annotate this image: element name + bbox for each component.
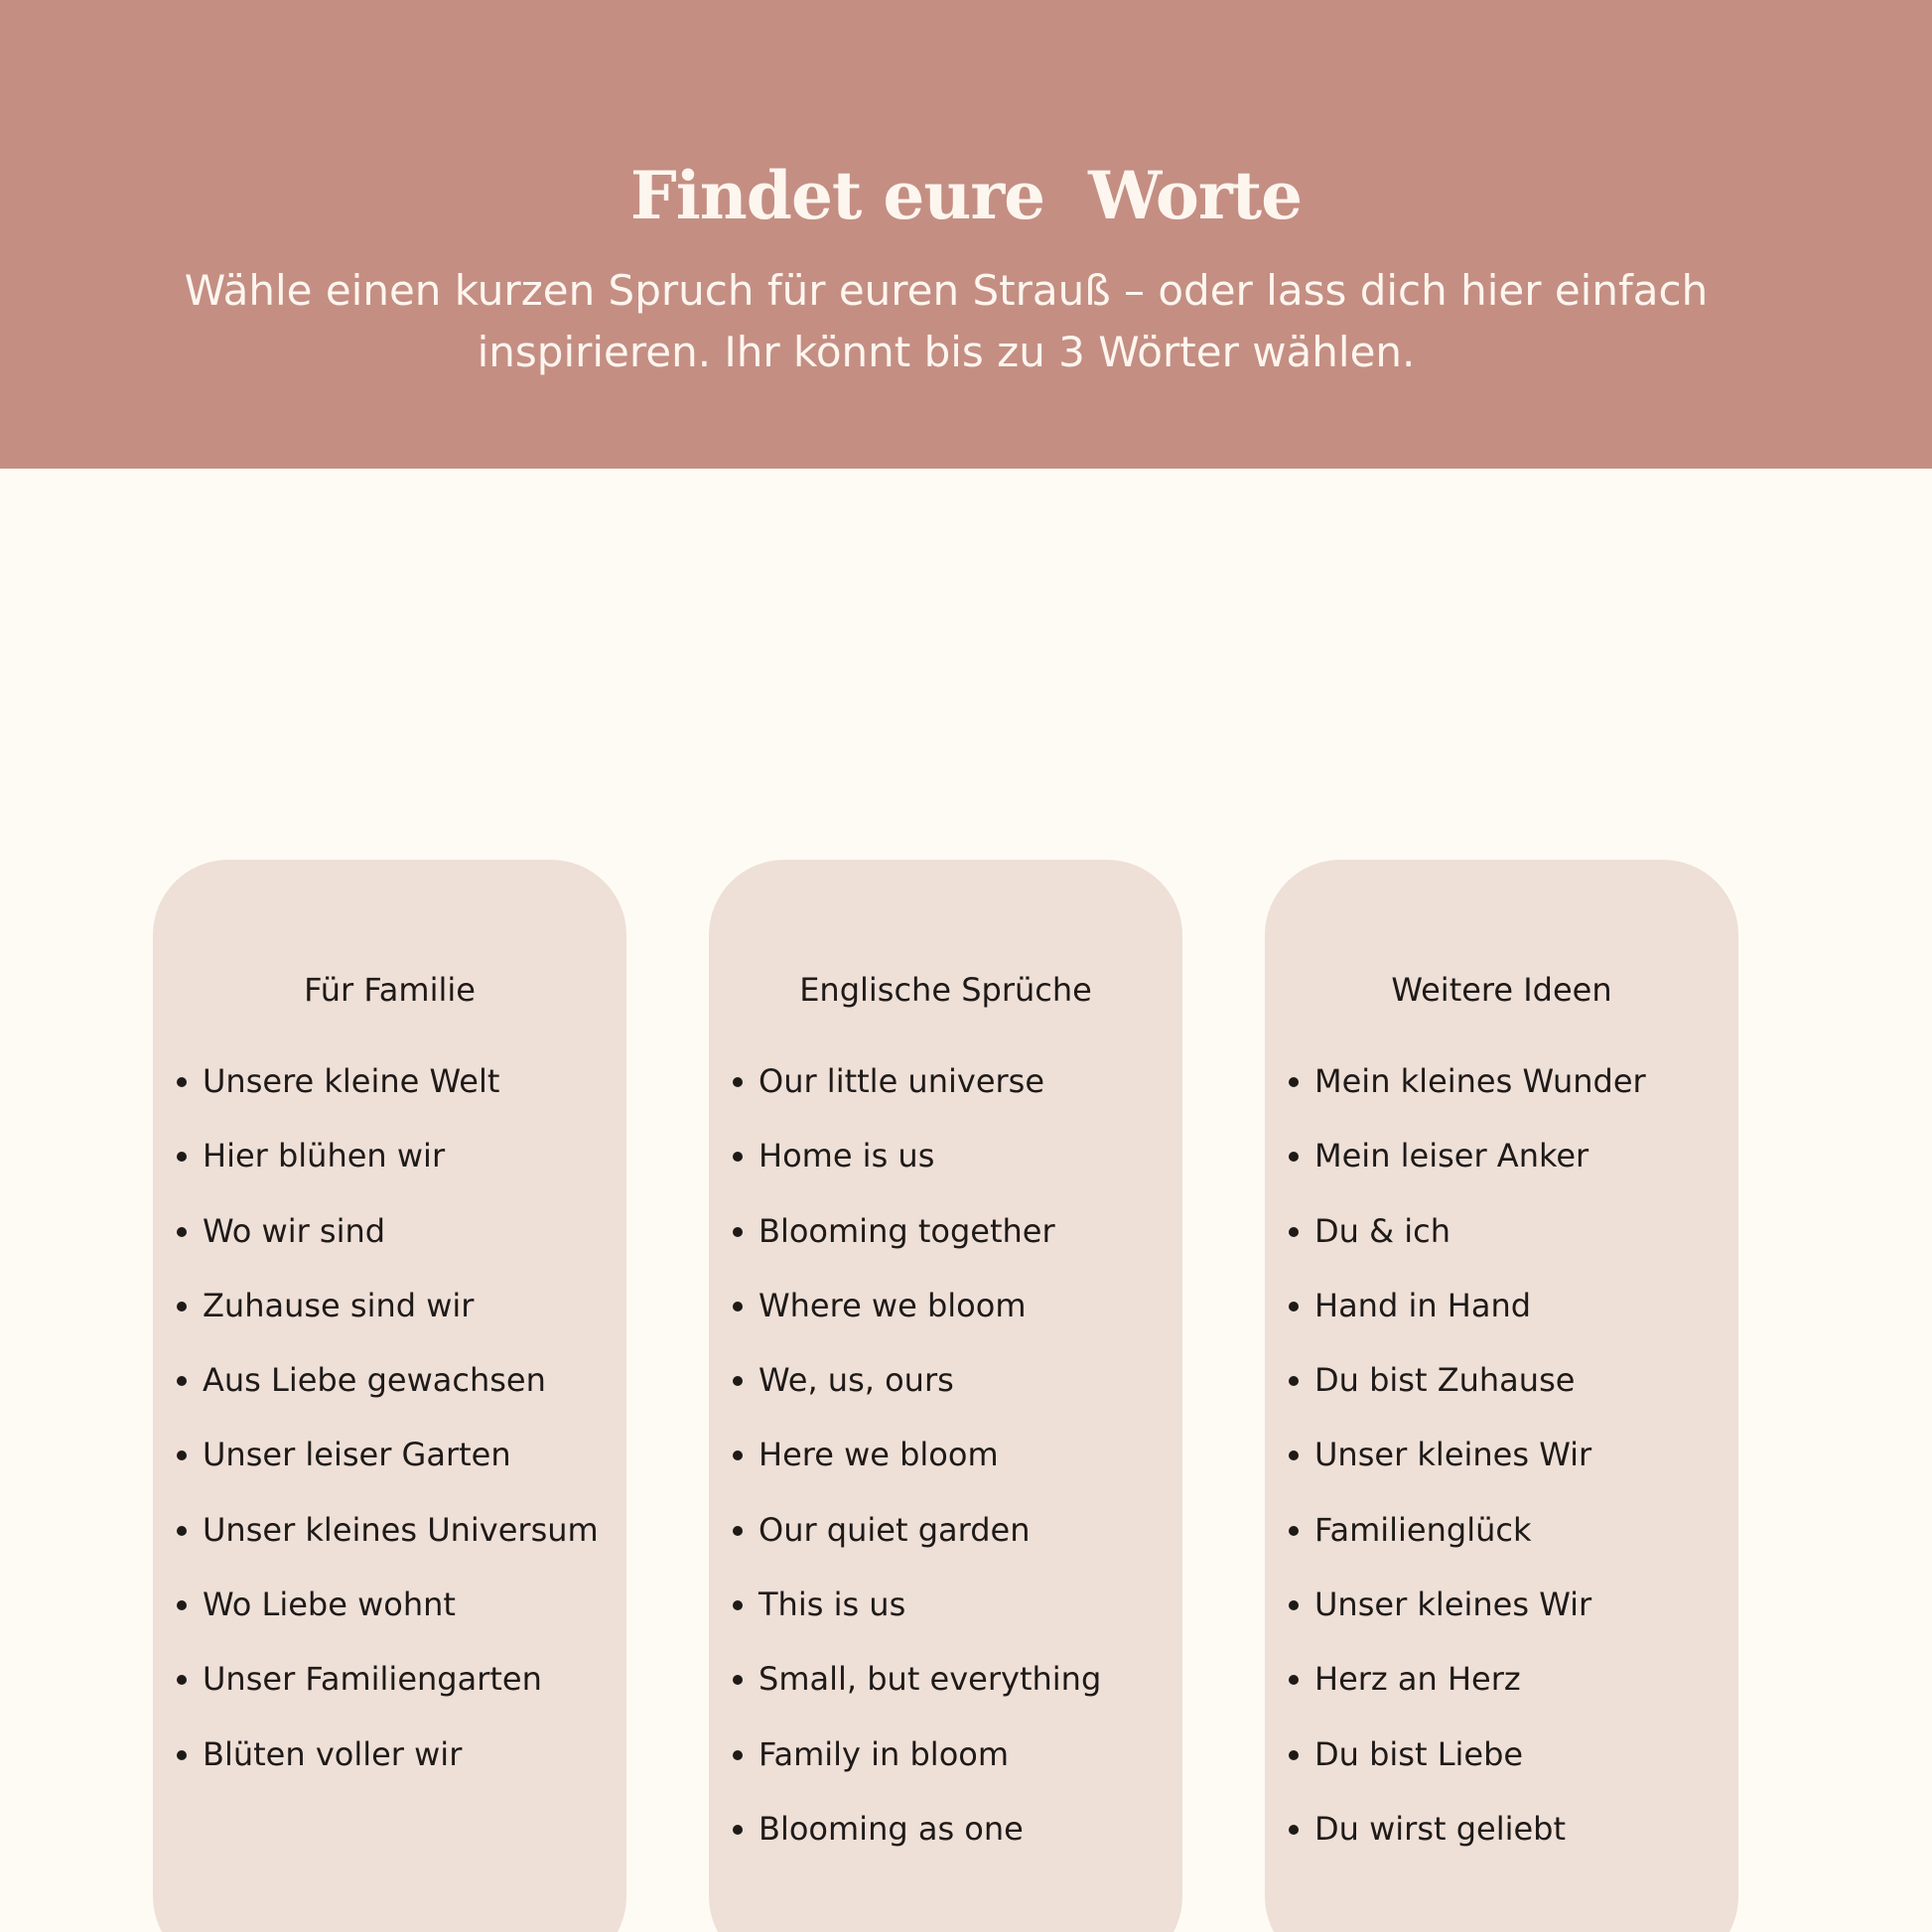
- list-item: [177, 1044, 599, 1119]
- list-item-text: Familienglück: [1314, 1510, 1532, 1549]
- bullet-icon: [733, 1526, 743, 1536]
- bullet-icon: [1289, 1750, 1299, 1760]
- list-item-text: Blüten voller wir: [203, 1734, 463, 1773]
- bullet-icon: [1289, 1227, 1299, 1237]
- list-item-text: This is us: [759, 1586, 906, 1624]
- list-item-text: Unser leiser Garten: [203, 1436, 511, 1474]
- bullet-icon: [177, 1600, 187, 1610]
- list-item: [733, 1343, 1101, 1418]
- list-item: [1289, 1418, 1646, 1492]
- list-item: [177, 1642, 599, 1717]
- bullet-icon: [733, 1750, 743, 1760]
- list-item-text: Small, but everything: [759, 1660, 1102, 1699]
- list-item: [177, 1343, 599, 1418]
- bullet-icon: [733, 1302, 743, 1311]
- list-item-text: Hier blühen wir: [203, 1137, 446, 1175]
- list-item-text: Unser kleines Wir: [1314, 1436, 1592, 1474]
- list-item: [177, 1493, 599, 1568]
- list-item-text: Mein kleines Wunder: [1314, 1062, 1646, 1100]
- list-item: [733, 1044, 1101, 1119]
- list-item-text: Zuhause sind wir: [203, 1286, 475, 1324]
- list-item: [733, 1792, 1101, 1866]
- bullet-icon: [733, 1825, 743, 1835]
- list-item: [1289, 1119, 1646, 1193]
- list-item-text: Mein leiser Anker: [1314, 1137, 1589, 1175]
- bullet-icon: [177, 1526, 187, 1536]
- list-item: [733, 1418, 1101, 1492]
- list-item-text: Family in bloom: [759, 1734, 1010, 1773]
- bullet-icon: [733, 1152, 743, 1162]
- list-item: [177, 1269, 599, 1343]
- list-item: [733, 1493, 1101, 1568]
- bullet-icon: [1289, 1302, 1299, 1311]
- page-subtitle: Wähle einen kurzen Spruch für euren Strauß – oder lass dich hier einfach inspirieren. Ihr könnt bis zu 3 Wörter wählen.: [184, 266, 1709, 376]
- list-item-text: Du bist Liebe: [1314, 1734, 1524, 1773]
- list-item: [1289, 1194, 1646, 1269]
- list-item-text: Du bist Zuhause: [1314, 1361, 1576, 1400]
- list-item-text: Home is us: [759, 1137, 935, 1175]
- list-item-text: Unsere kleine Welt: [203, 1062, 500, 1100]
- list-item-text: Unser kleines Wir: [1314, 1586, 1592, 1624]
- list-item-text: Blooming as one: [759, 1809, 1024, 1848]
- list-item-text: Hand in Hand: [1314, 1286, 1532, 1324]
- bullet-icon: [177, 1376, 187, 1386]
- list-item-text: Aus Liebe gewachsen: [203, 1361, 546, 1400]
- bullet-icon: [1289, 1152, 1299, 1162]
- bullet-icon: [733, 1675, 743, 1685]
- list-item-text: Where we bloom: [759, 1286, 1027, 1324]
- list-item: [733, 1642, 1101, 1717]
- phrase-list: [177, 1044, 599, 1792]
- card-fuer-familie: [153, 860, 626, 1932]
- list-item-text: Unser Familiengarten: [203, 1660, 542, 1699]
- list-item: [177, 1568, 599, 1642]
- bullet-icon: [1289, 1376, 1299, 1386]
- page-title: Findet eure Worte: [629, 157, 1303, 234]
- bullet-icon: [177, 1750, 187, 1760]
- list-item: [1289, 1718, 1646, 1792]
- list-item: [1289, 1792, 1646, 1866]
- header-banner: [0, 0, 1932, 469]
- bullet-icon: [1289, 1450, 1299, 1460]
- list-item-text: Our little universe: [759, 1062, 1045, 1100]
- list-item: [733, 1568, 1101, 1642]
- list-item: [177, 1418, 599, 1492]
- list-item: [733, 1119, 1101, 1193]
- list-item: [733, 1194, 1101, 1269]
- bullet-icon: [177, 1675, 187, 1685]
- bullet-icon: [733, 1227, 743, 1237]
- list-item-text: We, us, ours: [759, 1361, 954, 1400]
- list-item: [1289, 1642, 1646, 1717]
- bullet-icon: [1289, 1600, 1299, 1610]
- list-item-text: Du & ich: [1314, 1211, 1450, 1250]
- list-item-text: Unser kleines Universum: [203, 1510, 599, 1549]
- card-weitere-ideen: [1265, 860, 1738, 1932]
- list-item: [1289, 1044, 1646, 1119]
- bullet-icon: [1289, 1077, 1299, 1087]
- list-item-text: Wo Liebe wohnt: [203, 1586, 456, 1624]
- list-item: [733, 1718, 1101, 1792]
- list-item: [1289, 1269, 1646, 1343]
- bullet-icon: [1289, 1526, 1299, 1536]
- card-title: Weitere Ideen: [1391, 971, 1612, 1009]
- list-item-text: Herz an Herz: [1314, 1660, 1521, 1699]
- list-item-text: Wo wir sind: [203, 1211, 386, 1250]
- list-item: [177, 1194, 599, 1269]
- bullet-icon: [733, 1600, 743, 1610]
- card-englische-sprueche: [709, 860, 1182, 1932]
- list-item-text: Du wirst geliebt: [1314, 1809, 1567, 1848]
- bullet-icon: [1289, 1825, 1299, 1835]
- phrase-list: [1289, 1044, 1646, 1866]
- bullet-icon: [177, 1152, 187, 1162]
- bullet-icon: [177, 1077, 187, 1087]
- list-item: [1289, 1343, 1646, 1418]
- list-item-text: Here we bloom: [759, 1436, 999, 1474]
- list-item-text: Blooming together: [759, 1211, 1055, 1250]
- list-item: [733, 1269, 1101, 1343]
- list-item-text: Our quiet garden: [759, 1510, 1031, 1549]
- bullet-icon: [733, 1450, 743, 1460]
- bullet-icon: [1289, 1675, 1299, 1685]
- bullet-icon: [177, 1302, 187, 1311]
- bullet-icon: [733, 1376, 743, 1386]
- phrase-list: [733, 1044, 1101, 1866]
- card-title: Für Familie: [304, 971, 476, 1009]
- list-item: [1289, 1568, 1646, 1642]
- bullet-icon: [177, 1450, 187, 1460]
- list-item: [177, 1718, 599, 1792]
- bullet-icon: [733, 1077, 743, 1087]
- list-item: [177, 1119, 599, 1193]
- bullet-icon: [177, 1227, 187, 1237]
- list-item: [1289, 1493, 1646, 1568]
- card-title: Englische Sprüche: [799, 971, 1092, 1009]
